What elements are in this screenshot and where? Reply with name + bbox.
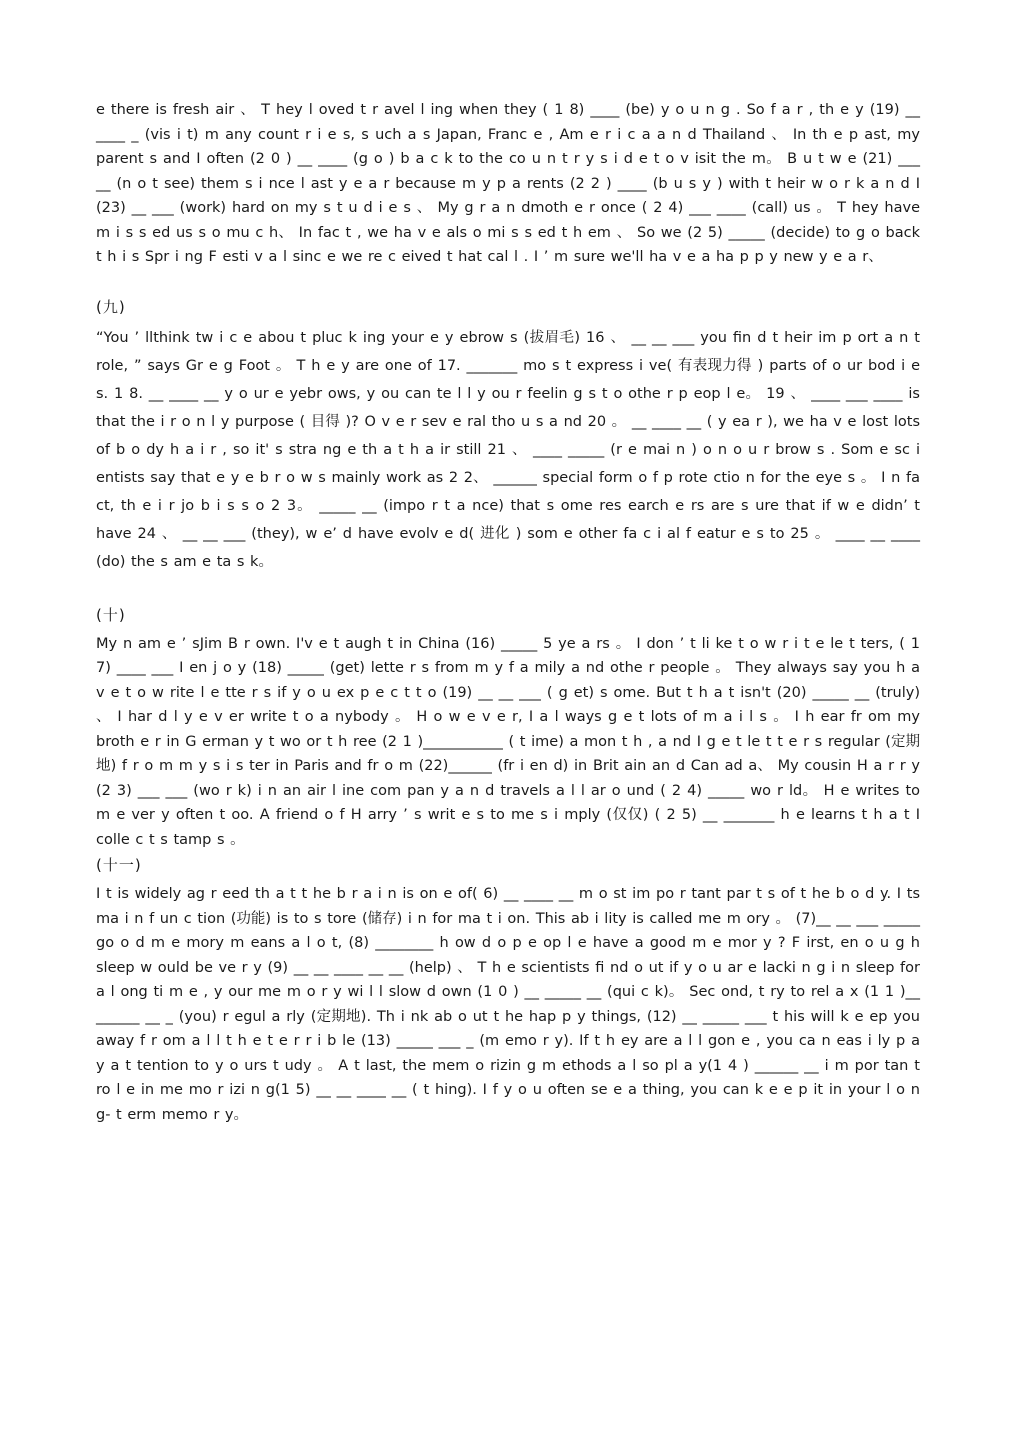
section-ten — [96, 604, 920, 853]
intro-paragraph: e there is fresh air 、 T hey l oved t r avel l ing when they ( 1 8) ____ (be) y o u n g . So f a r , th e y (19) __ ____ _ (vis i t) m any count r i e s, s uch a s Japan, Franc e , Am e r i c a a n d Thailand 、 In th e p ast, my parent s and I often (2 0 ) __ ____ (g o ) b a c k to the co u n t r y s i d e t o v isit the m。 B u t w e (21) ___ __ (n o t see) them s i nce l ast y e a r because m y p a rents (2 2 ) ____ (b u s y ) with t heir w o r k a n d I (23) __ ___ (work) hard on my s t u d i e s 、 My g r a n dmoth e r once ( 2 4) ___ ____ (call) us 。 T hey have m i s s ed us s o mu c h、 In fac t , we ha v e als o mi s s ed t h em 、 So we (2 5) _____ (decide) to g o back t h i s Spr i ng F esti v a l sinc e we re c eived t hat cal l . I ’ m sure we'll ha v e a ha p p y new y e a r、 — [96, 102, 920, 265]
section-eleven-text: I t is widely ag r eed th a t t he b r a i n is on e of( 6) __ ____ __ m o st im po r tant par t s of t he b o d y. I ts ma i n f un c tion (功能) is to s tore (储存) i n for ma t i on. This ab i lity is called me m ory 。 (7)__ __ ___ _____ go o d m e mory m eans a l o t, (8) ________ h ow d o p e op l e have a good m e mor y ? F irst, en o u g h sleep w ould be ve r y (9) __ __ ____ __ __ (help) 、 T h e scientists fi nd o ut if y o u ar e lacki n g i n sleep for a l ong ti m e , y our me m o r y wi l l slow d own (1 0 ) __ _____ __ (qui c k)。 Sec ond, t ry to rel a x (1 1 )__ ______ __ _ (you) r egul a rly (定期地). Th i nk ab o ut t he hap p y things, (12) __ _____ ___ t his will k e ep you away f r om a l l t h e t e r r i b le (13) _____ ___ _ (m emo r y). If t h ey are a l l gon e , you ca n eas i ly p a y a t tention to y o urs t udy 。 A t last, the mem o rizin g m ethods a l so pl a y(1 4 ) ______ __ i m por tan t ro l e in me mo r izi n g(1 5) __ __ ____ __ ( t hing). I f y o u often se e a thing, you can k e e p it in your l o n g- t erm memo r y。 — [96, 886, 920, 1123]
section-nine-heading: (九) — [96, 297, 126, 316]
document-page — [96, 98, 920, 1127]
section-eleven-heading: (十一) — [96, 856, 142, 874]
section-ten-heading: (十) — [96, 605, 126, 624]
section-ten-text: My n am e ’ sJim B r own. I'v e t augh t in China (16) _____ 5 ye a rs 。 I don ’ t li ke t o w r i t e le t ters, ( 1 7) ____ ___ I en j o y (18) _____ (get) lette r s from m y f a mily a nd othe r people 。 They always say you h a v e t o w rite l e tte r s if y o u ex p e c t t o (19) __ __ ___ ( g et) s ome. But t h a t isn't (20) _____ __ (truly) 、 I har d l y e v er write t o a nybody 。 H o w e v e r, I a l ways g e t lots of m a i l s 。 I h ear fr om my broth e r in G erman y t wo or t h ree (2 1 )___________ ( t ime) a mon t h , a nd I g e t le t t e r s regular (定期地) f r o m m y s i s ter in Paris and fr o m (22)______ (fr i en d) in Brit ain an d Can ad a、 My cousin H a r r y (2 3) ___ ___ (wo r k) i n an air l ine com pan y a n d travels a l l ar o und ( 2 4) _____ wo r ld。 H e writes to m e ver y often t oo. A friend o f H arry ’ s writ e s to me s i mply (仅仅) ( 2 5) __ _______ h e learns t h a t I colle c t s tamp s 。 — [96, 635, 920, 848]
section-eleven — [96, 854, 920, 1127]
section-nine-text: “You ’ llthink tw i c e abou t pluc k ing your e y ebrow s (拔眉毛) 16 、 __ __ ___ you fin d t heir im p ort a n t role, ” says Gr e g Foot 。 T h e y are one of 17. _______ mo s t express i ve( 有表现力得 ) parts of o ur bod i e s. 1 8. __ ____ __ y o ur e yebr ows, y ou can te l l y ou r feelin g s t o othe r p eop l e。 19 、 ____ ___ ____ is that the i r o n l y purpose ( 目得 )? O v e r sev e ral tho u s a nd 20 。 __ ____ __ ( y ea r ), we ha v e lost lots of b o dy h a i r , so it' s stra ng e th a t h a ir still 21 、 ____ _____ (r e mai n ) o n o u r brow s . Som e sc i entists say that e y e b r o w s mainly work as 2 2、 ______ special form o f p rote ctio n for the eye s 。 I n fa ct, th e i r jo b i s s o 2 3。 _____ __ (impo r t a nce) that s ome res earch e rs are s ure that if w e didn’ t have 24 、 __ __ ___ (they), w e’ d have evolv e d( 进化 ) som e other fa c i al f eatur e s to 25 。 ____ __ ____ (do) the s am e ta s k。 — [96, 329, 920, 570]
section-nine — [96, 296, 920, 576]
